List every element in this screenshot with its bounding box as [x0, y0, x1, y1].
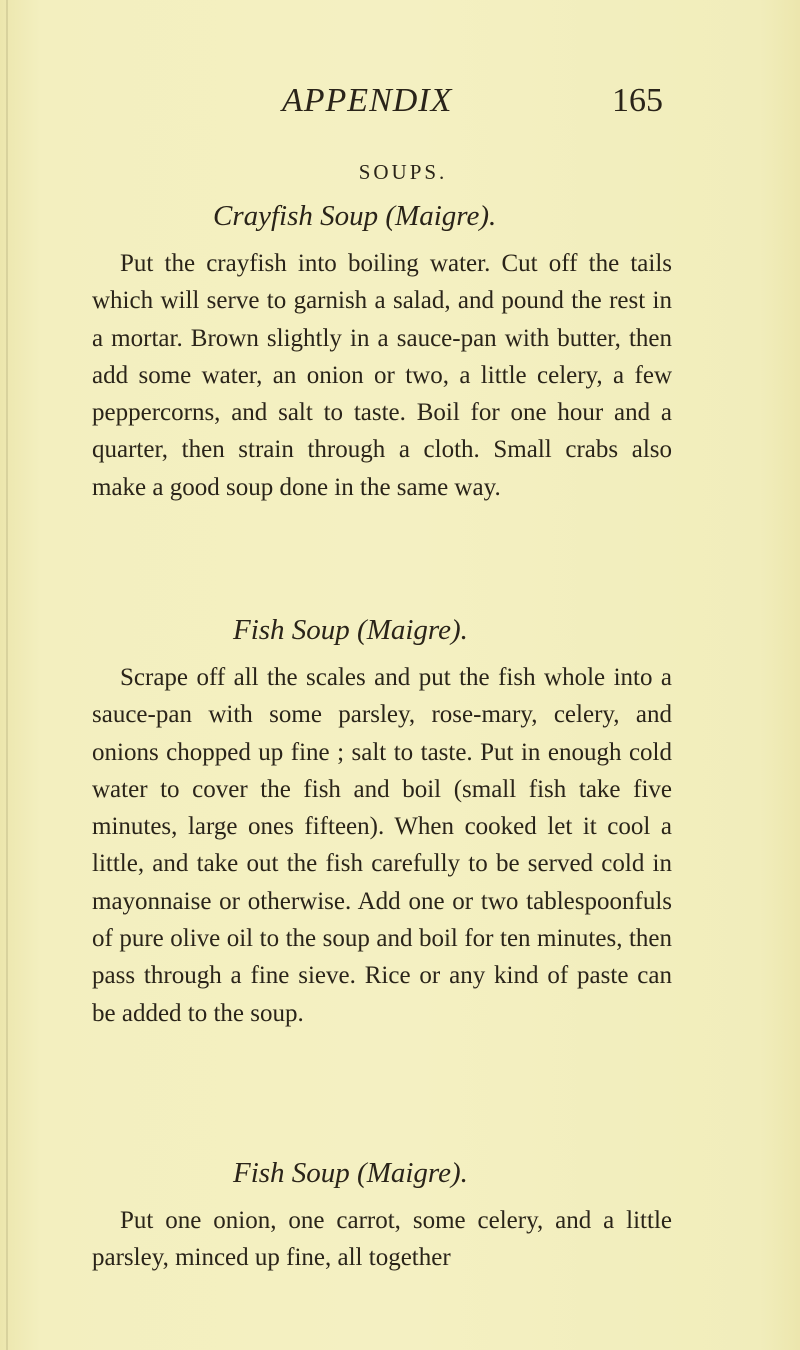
recipe-title-crayfish-soup: Crayfish Soup (Maigre).: [213, 200, 497, 232]
recipe-title-fish-soup-2: Fish Soup (Maigre).: [233, 1157, 468, 1189]
recipe-body-fish-soup-2: Put one onion, one carrot, some celery, and a little parsley, minced up fine, all together: [92, 1207, 672, 1272]
recipe-body-fish-soup-1: Scrape off all the scales and put the fish whole into a sauce-pan with some parsley, rose-mary, celery, and onions chopped up fine ; salt to taste. Put in enough cold water to cover the fish and boil (small fish take five minutes, large ones fifteen). When cooked let it cool a little, and take out the fish carefully to be served cold in mayonnaise or otherwise. Add one or two tablespoonfuls of pure olive oil to the soup and boil for ten minutes, then pass through a fine sieve. Rice or any kind of paste can be added to the soup.: [92, 664, 672, 1027]
section-title: SOUPS.: [358, 160, 448, 184]
running-head: APPENDIX: [282, 82, 453, 119]
recipe-title-fish-soup-1: Fish Soup (Maigre).: [233, 614, 468, 646]
recipe-body-crayfish-soup: Put the crayfish into boiling water. Cut off the tails which will serve to garnish a salad, and pound the rest in a mortar. Brown slightly in a sauce-pan with butter, then add some water, an onion or two, a little celery, a few peppercorns, and salt to taste. Boil for one hour and a quarter, then strain through a cloth. Small crabs also make a good soup done in the same way.: [92, 250, 672, 501]
page-number: 165: [612, 82, 663, 119]
page-header: [0, 82, 800, 132]
page-edge: [6, 0, 8, 1350]
